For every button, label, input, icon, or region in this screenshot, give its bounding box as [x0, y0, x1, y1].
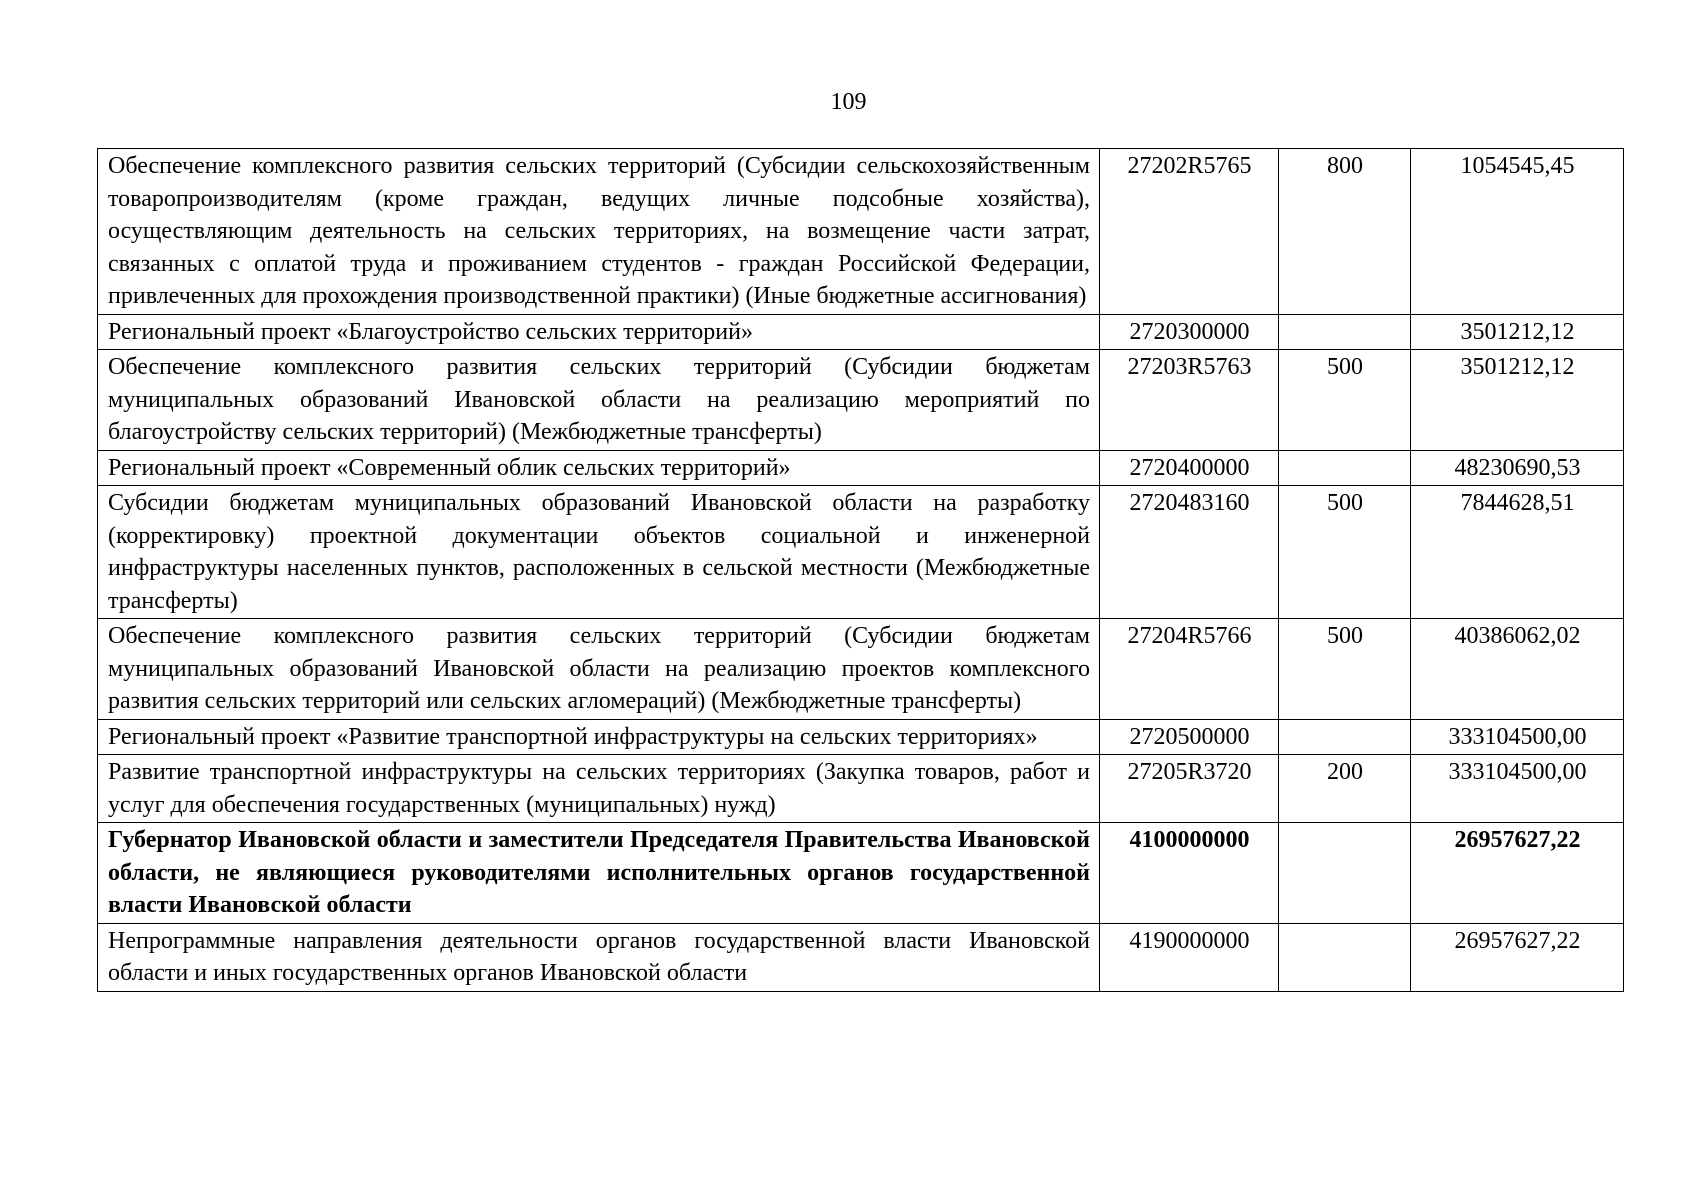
table-row — [98, 923, 1624, 991]
table-row — [98, 314, 1624, 350]
row-expense-type — [1279, 823, 1411, 924]
table-row — [98, 486, 1624, 619]
page-number: 109 — [830, 89, 867, 115]
row-sum: 333104500,00 — [1411, 755, 1624, 823]
row-code: 2720300000 — [1100, 314, 1279, 350]
row-sum: 40386062,02 — [1411, 619, 1624, 720]
row-expense-type — [1279, 314, 1411, 350]
row-sum: 1054545,45 — [1411, 149, 1624, 315]
row-code: 4100000000 — [1100, 823, 1279, 924]
row-code: 2720400000 — [1100, 450, 1279, 486]
row-sum: 333104500,00 — [1411, 719, 1624, 755]
table-row — [98, 350, 1624, 451]
row-sum: 3501212,12 — [1411, 350, 1624, 451]
row-expense-type: 800 — [1279, 149, 1411, 315]
table-row — [98, 755, 1624, 823]
row-expense-type: 500 — [1279, 619, 1411, 720]
row-expense-type: 200 — [1279, 755, 1411, 823]
row-expense-type — [1279, 719, 1411, 755]
row-name: Субсидии бюджетам муниципальных образований Ивановской области на разработку (корректировку) проектной документации объектов социальной и инженерной инфраструктуры населенных пунктов, расположенных в сельской местности (Межбюджетные трансферты) — [98, 486, 1100, 619]
budget-table-body — [98, 149, 1624, 992]
row-name: Непрограммные направления деятельности органов государственной власти Ивановской области и иных государственных органов Ивановской области — [98, 923, 1100, 991]
row-name: Региональный проект «Развитие транспортной инфраструктуры на сельских территориях» — [98, 719, 1100, 755]
row-code: 2720483160 — [1100, 486, 1279, 619]
row-code: 27202R5765 — [1100, 149, 1279, 315]
row-expense-type: 500 — [1279, 486, 1411, 619]
budget-table — [97, 148, 1624, 992]
table-row — [98, 149, 1624, 315]
row-expense-type — [1279, 450, 1411, 486]
row-expense-type — [1279, 923, 1411, 991]
row-code: 4190000000 — [1100, 923, 1279, 991]
row-code: 27204R5766 — [1100, 619, 1279, 720]
row-name: Обеспечение комплексного развития сельских территорий (Субсидии сельскохозяйственным товаропроизводителям (кроме граждан, ведущих личные подсобные хозяйства), осуществляющим деятельность на сельских территориях, на возмещение части затрат, связанных с оплатой труда и проживанием студентов - граждан Российской Федерации, привлеченных для прохождения производственной практики) (Иные бюджетные ассигнования) — [98, 149, 1100, 315]
row-code: 2720500000 — [1100, 719, 1279, 755]
row-name: Развитие транспортной инфраструктуры на сельских территориях (Закупка товаров, работ и услуг для обеспечения государственных (муниципальных) нужд) — [98, 755, 1100, 823]
row-sum: 7844628,51 — [1411, 486, 1624, 619]
table-row — [98, 619, 1624, 720]
row-sum: 48230690,53 — [1411, 450, 1624, 486]
table-row-bold — [98, 823, 1624, 924]
table-row — [98, 450, 1624, 486]
row-sum: 26957627,22 — [1411, 923, 1624, 991]
row-sum: 26957627,22 — [1411, 823, 1624, 924]
row-code: 27203R5763 — [1100, 350, 1279, 451]
row-name: Губернатор Ивановской области и заместители Председателя Правительства Ивановской области, не являющиеся руководителями исполнительных органов государственной власти Ивановской области — [98, 823, 1100, 924]
row-expense-type: 500 — [1279, 350, 1411, 451]
table-row — [98, 719, 1624, 755]
row-name: Региональный проект «Благоустройство сельских территорий» — [98, 314, 1100, 350]
row-name: Региональный проект «Современный облик сельских территорий» — [98, 450, 1100, 486]
row-sum: 3501212,12 — [1411, 314, 1624, 350]
row-code: 27205R3720 — [1100, 755, 1279, 823]
row-name: Обеспечение комплексного развития сельских территорий (Субсидии бюджетам муниципальных образований Ивановской области на реализацию проектов комплексного развития сельских территорий или сельских агломераций) (Межбюджетные трансферты) — [98, 619, 1100, 720]
row-name: Обеспечение комплексного развития сельских территорий (Субсидии бюджетам муниципальных образований Ивановской области на реализацию мероприятий по благоустройству сельских территорий) (Межбюджетные трансферты) — [98, 350, 1100, 451]
